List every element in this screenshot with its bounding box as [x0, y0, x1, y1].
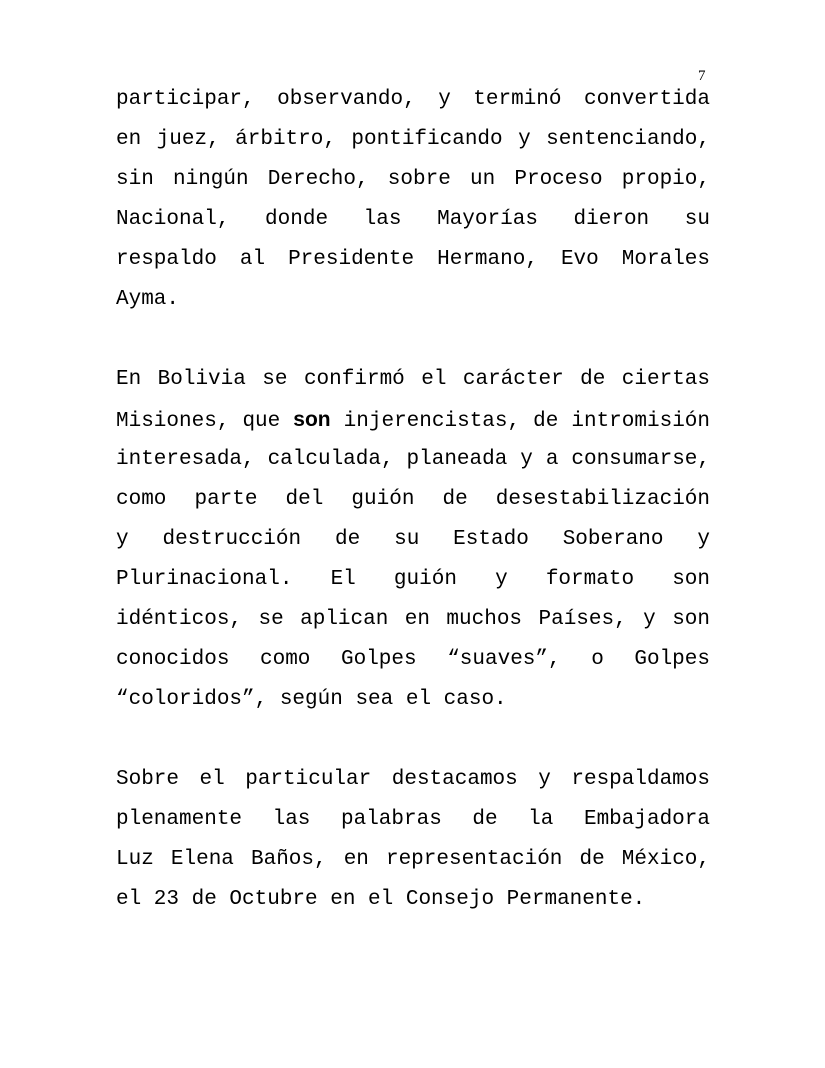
text-line: Sobre el particular destacamos y respaldamos [116, 768, 710, 791]
paragraph-spacer [116, 720, 710, 760]
bold-text: son [293, 408, 331, 431]
text-line: conocidos como Golpes “suaves”, o Golpes [116, 648, 710, 671]
text-line: En Bolivia se confirmó el carácter de ciertas [116, 368, 710, 391]
text-line: idénticos, se aplican en muchos Países, y son [116, 608, 710, 631]
text-line: Nacional, donde las Mayorías dieron su [116, 208, 710, 231]
text-line: sin ningún Derecho, sobre un Proceso propio, [116, 168, 710, 191]
text-line: respaldo al Presidente Hermano, Evo Morales [116, 248, 710, 271]
text-line: y destrucción de su Estado Soberano y [116, 528, 710, 551]
page-number: 7 [698, 68, 706, 84]
text-segment: Misiones, que [116, 410, 294, 433]
text-line: plenamente las palabras de la Embajadora [116, 808, 710, 831]
text-line: en juez, árbitro, pontificando y sentenciando, [116, 128, 710, 151]
paragraph-1 [116, 80, 710, 320]
paragraph-2 [116, 360, 710, 720]
text-line: “coloridos”, según sea el caso. [116, 688, 507, 711]
text-line: el 23 de Octubre en el Consejo Permanente. [116, 888, 646, 911]
text-line: participar, observando, y terminó convertida [116, 88, 710, 111]
text-line: Plurinacional. El guión y formato son [116, 568, 710, 591]
text-line: interesada, calculada, planeada y a consumarse, [116, 448, 710, 471]
text-segment: injerencistas, de intromisión [330, 410, 710, 433]
text-line: Luz Elena Baños, en representación de México, [116, 848, 710, 871]
paragraph-3 [116, 760, 710, 920]
text-line-with-emphasis [116, 400, 710, 440]
text-line: como parte del guión de desestabilización [116, 488, 710, 511]
text-line: Ayma. [116, 288, 180, 311]
document-body [116, 80, 710, 920]
paragraph-spacer [116, 320, 710, 360]
